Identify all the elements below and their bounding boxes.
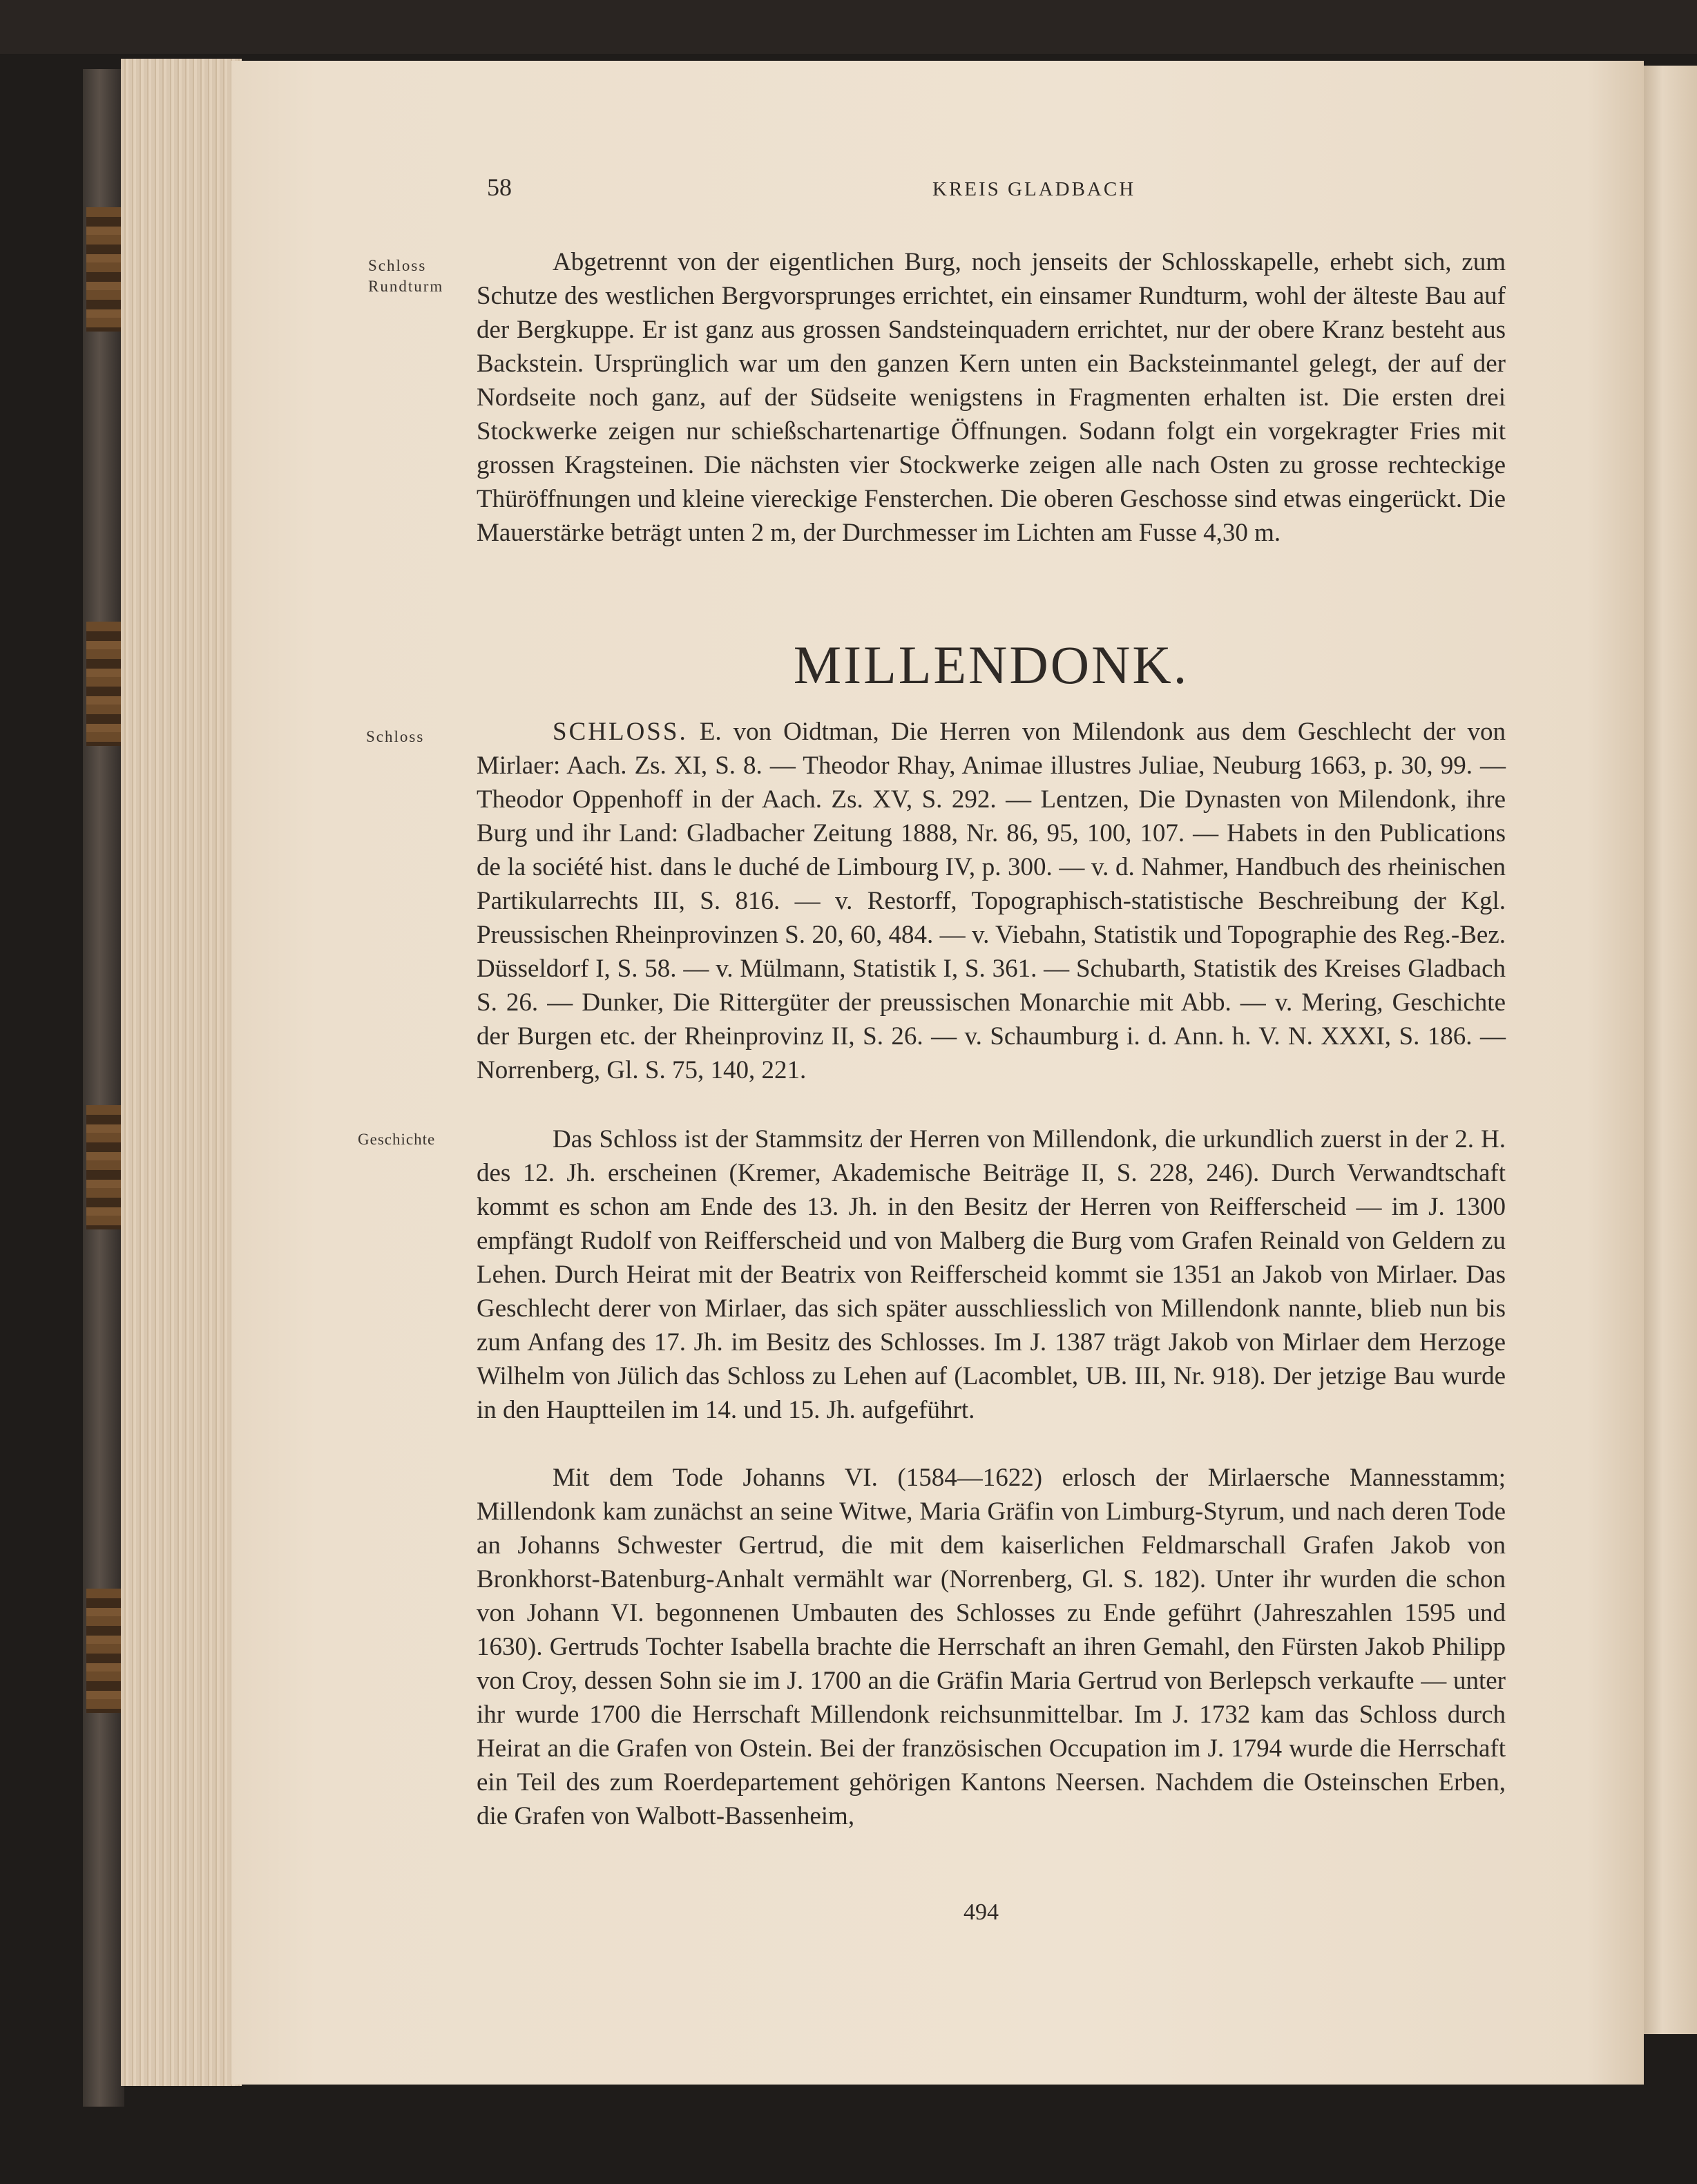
page-number: 58: [487, 173, 512, 201]
spine-marbling: [86, 1589, 121, 1713]
paragraph-text: Abgetrennt von der eigentlichen Burg, noch jenseits der Schlosskapelle, erhebt sich, zum Schutze des westlichen Bergvorsprunges errichtet, ein einsamer Rundturm, wohl der älteste Bau auf der Bergkuppe. Er ist ganz aus grossen Sandsteinquadern errichtet, nur der obere Kranz besteht aus Backstein. Ursprünglich war um den ganzen Kern unten ein Backsteinmantel gelegt, der auf der Nordseite noch ganz, auf der Südseite wenigstens in Fragmenten erhalten ist. Die ersten drei Stockwerke zeigen nur schießschartenartige Öffnungen. Sodann folgt ein vorgekragter Fries mit grossen Kragsteinen. Die nächsten vier Stockwerke zeigen alle nach Osten zu grosse rechteckige Thüröffnungen und kleine viereckige Fensterchen. Die oberen Geschosse sind etwas eingerückt. Die Mauerstärke beträgt unten 2 m, der Durchmesser im Lichten am Fusse 4,30 m.: [477, 248, 1506, 547]
running-title: KREIS GLADBACH: [932, 178, 1136, 200]
book-spine: [83, 69, 124, 2107]
paragraph-johann: [477, 1461, 1506, 1833]
paragraph-text: Mit dem Tode Johanns VI. (1584—1622) erlosch der Mirlaersche Mannesstamm; Millendonk kam zunächst an seine Witwe, Maria Gräfin von Limburg-Styrum, und nach deren Tode an Johanns Schwester Gertrud, die mit dem kaiserlichen Feldmarschall Grafen Jakob von Bronkhorst-Batenburg-Anhalt vermählt war (Norrenberg, Gl. S. 182). Unter ihr wurden die schon von Johann VI. begonnenen Umbauten des Schlosses zu Ende geführt (Jahreszahlen 1595 und 1630). Gertruds Tochter Isabella brachte die Herrschaft an ihren Gemahl, den Fürsten Jakob Philipp von Croy, dessen Sohn sie im J. 1700 an die Gräfin Maria Gertrud von Berlepsch verkaufte — unter ihr wurde 1700 die Herrschaft Millendonk reichsunmittelbar. Im J. 1732 kam das Schloss durch Heirat an die Grafen von Ostein. Bei der französischen Occupation im J. 1794 wurde die Herrschaft ein Teil des zum Roerdepartement gehörigen Kantons Neersen. Nachdem die Osteinschen Erben, die Grafen von Walbott-Bassenheim,: [477, 1464, 1506, 1830]
paragraph-text: E. von Oidtman, Die Herren von Milendonk aus dem Geschlecht der von Mirlaer: Aach. Zs. XI, S. 8. — Theodor Rhay, Animae illustres Juliae, Neuburg 1663, p. 30, 99. — Theodor Oppenhoff in der Aach. Zs. XV, S. 292. — Lentzen, Die Dynasten von Milendonk, ihre Burg und ihr Land: Gladbacher Zeitung 1888, Nr. 86, 95, 100, 107. — Habets in den Publications de la société hist. dans le duché de Limbourg IV, p. 300. — v. d. Nahmer, Handbuch des rheinischen Partikularrechts III, S. 816. — v. Restorff, Topographisch-statistische Beschreibung der Kgl. Preussischen Rheinprovinzen S. 20, 60, 484. — v. Viebahn, Statistik und Topographie des Reg.-Bez. Düsseldorf I, S. 58. — v. Mülmann, Statistik I, S. 361. — Schubarth, Statistik des Kreises Gladbach S. 26. — Dunker, Die Rittergüter der preussischen Monarchie mit Abb. — v. Mering, Geschichte der Burgen etc. der Rheinprovinz II, S. 26. — v. Schaumburg i. d. Ann. h. V. N. XXXI, S. 186. — Norrenberg, Gl. S. 75, 140, 221.: [477, 718, 1506, 1084]
paragraph-geschichte: [477, 1122, 1506, 1427]
paragraph-rundturm: [477, 245, 1506, 550]
paragraph-bibliography: [477, 715, 1506, 1087]
page-edges-left: [121, 59, 242, 2086]
paragraph-text: Das Schloss ist der Stammsitz der Herren von Millendonk, die urkundlich zuerst in der 2. H. des 12. Jh. erscheinen (Kremer, Akademische Beiträge II, S. 228, 246). Durch Verwandtschaft kommt es schon am Ende des 13. Jh. in den Besitz der Herren von Reifferscheid — im J. 1300 empfängt Rudolf von Reifferscheid und von Malberg die Burg vom Grafen Reinald von Geldern zu Lehen. Durch Heirat mit der Beatrix von Reifferscheid kommt sie 1351 an Jakob von Mirlaer. Das Geschlecht derer von Mirlaer, das sich später ausschliesslich von Millendonk nannte, blieb nun bis zum Anfang des 17. Jh. im Besitz des Schlosses. Im J. 1387 trägt Jakob von Mirlaer dem Herzoge Wilhelm von Jülich das Schloss zu Lehen auf (Lacomblet, UB. III, Nr. 918). Der jetzige Bau wurde in den Hauptteilen im 14. und 15. Jh. aufgeführt.: [477, 1125, 1506, 1424]
folio-number: 494: [963, 1899, 999, 1925]
margin-note-rundturm: Schloss Rundturm: [368, 257, 444, 295]
page-edges-right: [1644, 66, 1697, 2034]
spine-marbling: [86, 1105, 121, 1229]
margin-note-schloss: Schloss: [366, 728, 425, 745]
margin-note-geschichte: Geschichte: [358, 1131, 436, 1148]
section-heading: MILLENDONK.: [793, 635, 1189, 695]
spine-marbling: [86, 207, 121, 332]
paragraph-lead: SCHLOSS.: [553, 718, 688, 746]
spine-marbling: [86, 622, 121, 746]
